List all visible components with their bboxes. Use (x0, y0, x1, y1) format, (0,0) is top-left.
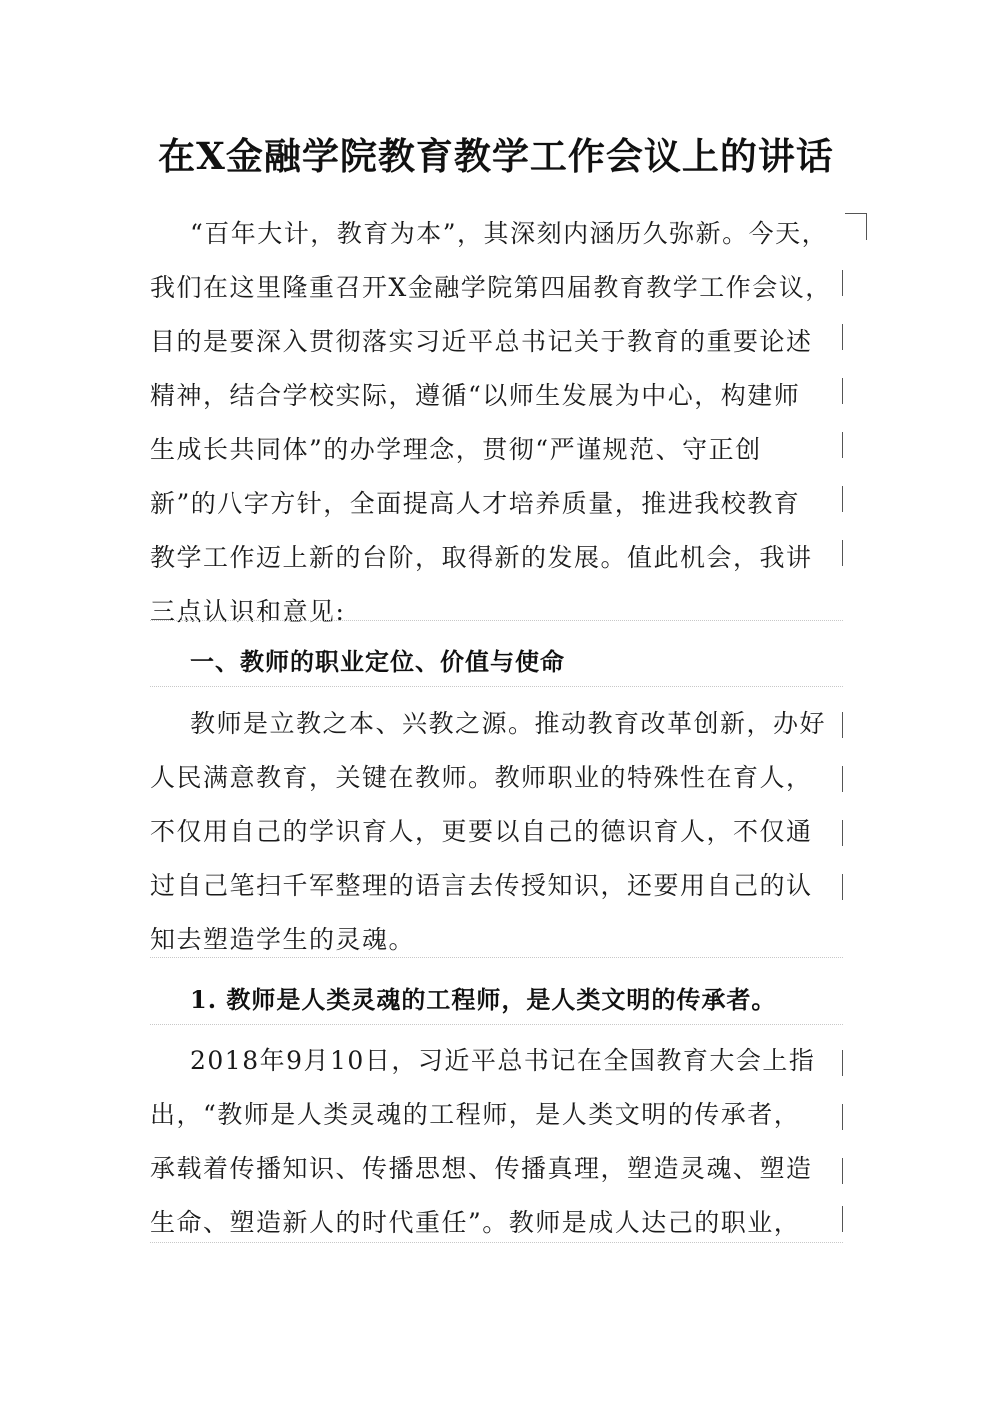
paragraph-line: 过自己笔扫千军整理的语言去传授知识，还要用自己的认 (150, 871, 813, 900)
margin-line-mark (842, 1050, 843, 1076)
margin-line-mark (842, 712, 843, 738)
paragraph-line: 2018年9月10日，习近平总书记在全国教育大会上指 (190, 1046, 816, 1075)
paragraph-separator (150, 1024, 843, 1025)
paragraph-line: 知去塑造学生的灵魂。 (150, 925, 416, 954)
paragraph-line: 生命、塑造新人的时代重任”。教师是成人达己的职业， (150, 1208, 801, 1237)
paragraph-line: 承载着传播知识、传播思想、传播真理，塑造灵魂、塑造 (150, 1154, 813, 1183)
subsection-paragraph (150, 1034, 843, 1250)
margin-line-mark (842, 874, 843, 900)
margin-line-mark (842, 1206, 843, 1232)
document-title: 在X金融学院教育教学工作会议上的讲话 (158, 134, 834, 178)
paragraph-line: “百年大计，教育为本”，其深刻内涵历久弥新。今天， (190, 219, 829, 248)
paragraph-separator (150, 686, 843, 687)
margin-line-mark (842, 432, 843, 458)
margin-line-mark (842, 1158, 843, 1184)
paragraph-line: 教师是立教之本、兴教之源。推动教育改革创新，办好 (190, 709, 827, 738)
paragraph-separator (150, 1242, 843, 1243)
intro-paragraph (150, 207, 843, 639)
margin-line-mark (842, 378, 843, 404)
margin-line-mark (842, 820, 843, 846)
paragraph-line: 不仅用自己的学识育人，更要以自己的德识育人，不仅通 (150, 817, 813, 846)
paragraph-separator (150, 620, 843, 621)
margin-line-mark (842, 486, 843, 512)
margin-line-mark (842, 540, 843, 566)
paragraph-line: 生成长共同体”的办学理念，贯彻“严谨规范、守正创 (150, 435, 762, 464)
margin-line-mark (842, 270, 843, 296)
paragraph-line: 新”的八字方针，全面提高人才培养质量，推进我校教育 (150, 489, 801, 518)
section-paragraph (150, 697, 843, 967)
margin-line-mark (842, 1104, 843, 1130)
paragraph-line: 我们在这里隆重召开X金融学院第四届教育教学工作会议， (150, 273, 832, 302)
subsection-heading: 1. 教师是人类灵魂的工程师，是人类文明的传承者。 (190, 985, 777, 1014)
paragraph-line: 教学工作迈上新的台阶，取得新的发展。值此机会，我讲 (150, 543, 813, 572)
paragraph-line: 人民满意教育，关键在教师。教师职业的特殊性在育人， (150, 763, 813, 792)
paragraph-line: 出，“教师是人类灵魂的工程师，是人类文明的传承者， (150, 1100, 801, 1129)
section-heading: 一、教师的职业定位、价值与使命 (190, 647, 565, 676)
margin-line-mark (842, 324, 843, 350)
paragraph-separator (150, 957, 843, 958)
margin-corner-mark (845, 213, 867, 214)
paragraph-line: 精神，结合学校实际，遵循“以师生发展为中心，构建师 (150, 381, 801, 410)
paragraph-line: 目的是要深入贯彻落实习近平总书记关于教育的重要论述 (150, 327, 813, 356)
margin-line-mark (842, 766, 843, 792)
margin-line-mark (866, 214, 867, 240)
paragraph-line: 三点认识和意见: (150, 597, 346, 626)
